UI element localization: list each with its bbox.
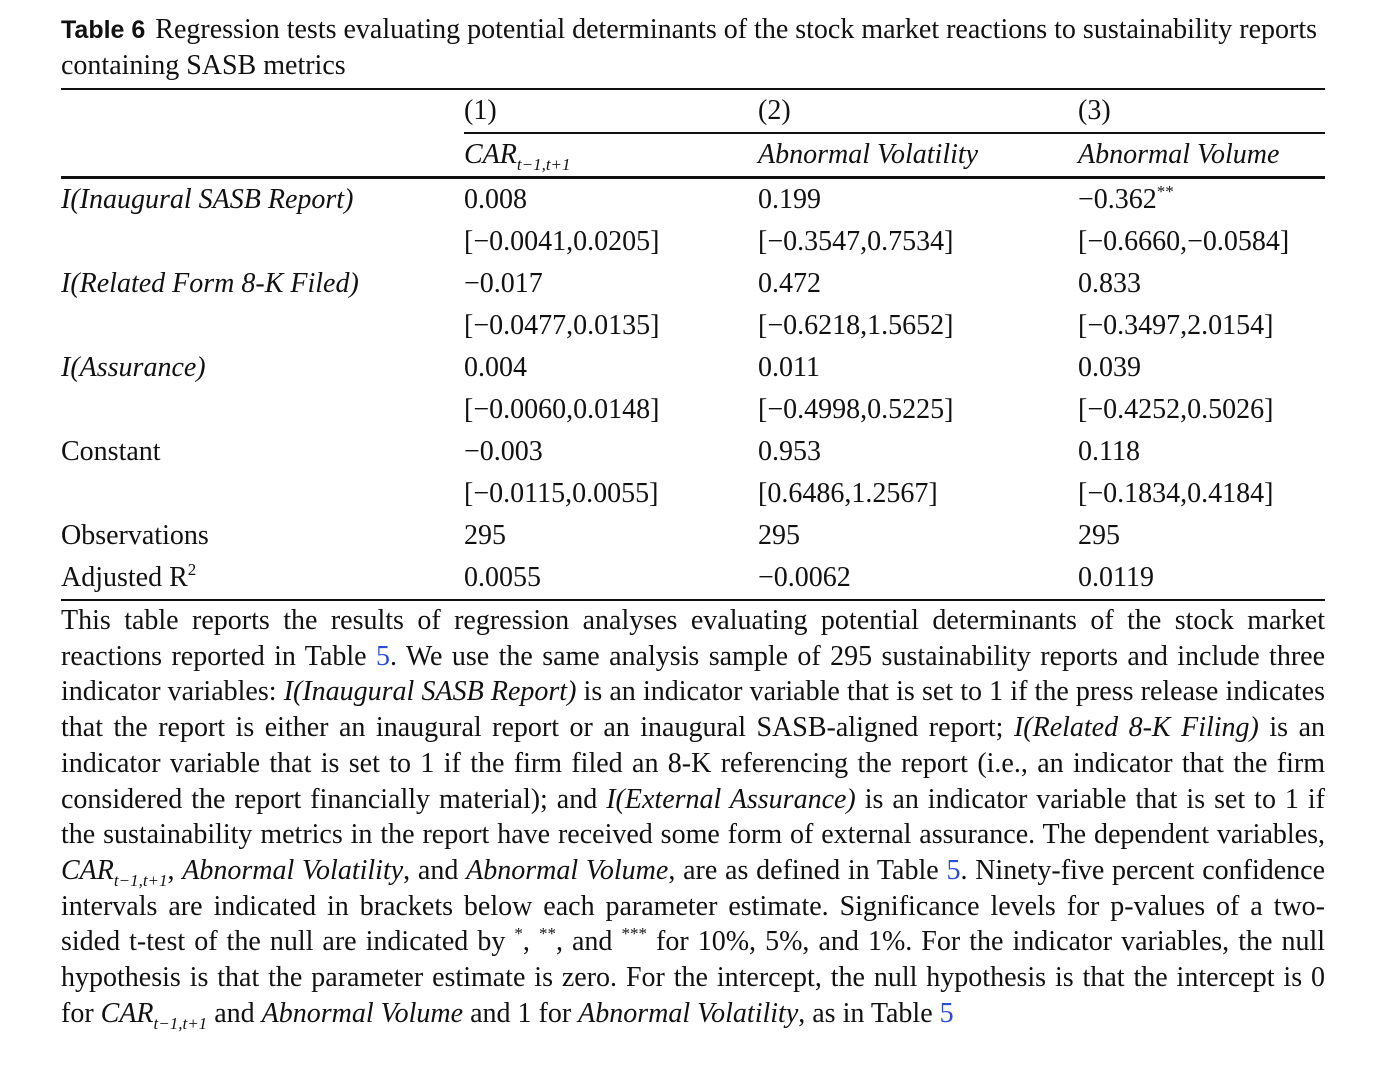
regression-table [61, 88, 1325, 601]
coefficient-cell: 0.011 [758, 352, 820, 383]
variable-label: Observations [61, 520, 209, 551]
coefficient-cell: 0.118 [1078, 436, 1140, 467]
coefficient-cell: −0.003 [464, 436, 543, 467]
coefficient-cell: 0.953 [758, 436, 821, 467]
ci-cell: [−0.0060,0.0148] [464, 394, 660, 425]
confidence-interval-row [61, 305, 1325, 347]
table-6-figure [61, 12, 1325, 1031]
coefficient-cell: −0.017 [464, 268, 543, 299]
adjusted-r2-row [61, 557, 1325, 600]
ci-cell: [−0.6218,1.5652] [758, 310, 954, 341]
header-row-dependent-variables [61, 133, 1325, 178]
coefficient-cell: 0.472 [758, 268, 821, 299]
coefficient-cell: 0.833 [1078, 268, 1141, 299]
variable-label: Adjusted $R^2$ [61, 557, 464, 600]
table-label: Table 6 [61, 16, 146, 44]
ci-cell: [0.6486,1.2567] [758, 478, 938, 509]
variable-label: I(Assurance) [61, 352, 206, 383]
value-cell: 295 [1078, 520, 1120, 551]
value-cell: 0.0119 [1078, 557, 1325, 600]
value-cell: −0.0062 [758, 557, 1078, 600]
ci-cell: [−0.0477,0.0135] [464, 310, 660, 341]
coefficient-row [61, 263, 1325, 305]
coefficient-cell: 0.008 [464, 184, 527, 215]
dependent-variable: Abnormal Volatility [758, 133, 1078, 178]
coefficient-cell: −0.362** [1078, 182, 1174, 215]
variable-label: Constant [61, 436, 161, 467]
coefficient-row [61, 431, 1325, 473]
significance-stars: ** [1156, 182, 1174, 201]
ci-cell: [−0.3547,0.7534] [758, 226, 954, 257]
table-note: This table reports the results of regression analyses evaluating potential determinants of the stock market reactions reported in Table 5. We use the same analysis sample of 295 sustainability reports and include three indicator variables: I(Inaugural SASB Report) is an indicator variable that is set to 1 if the press release indicates that the report is either an inaugural report or an inaugural SASB-aligned report; I(Related 8-K Filing) is an indicator variable that is set to 1 if the firm filed an 8-K referencing the report (i.e., an indicator that the firm considered the report financially material); and I(External Assurance) is an indicator variable that is set to 1 if the sustainability metrics in the report have received some form of external assurance. The dependent variables, $CAR_{t-1,t+1}$, Abnormal Volatility, and Abnormal Volume, are as defined in Table 5. Ninety-five percent confidence intervals are indicated in brackets below each parameter estimate. Significance levels for p-values of a two-sided t-test of the null are indicated by *, **, and *** for 10%, 5%, and 1%. For the indicator variables, the null hypothesis is that the parameter estimate is zero. For the intercept, the null hypothesis is that the intercept is 0 for $CAR_{t-1,t+1}$ and Abnormal Volume and 1 for Abnormal Volatility, as in Table 5 [61, 605, 1326, 1033]
header-row-numbers [61, 89, 1325, 133]
confidence-interval-row [61, 389, 1325, 431]
column-number: (3) [1078, 89, 1325, 133]
coefficient-row [61, 347, 1325, 389]
coefficient-cell: 0.004 [464, 352, 527, 383]
value-cell: 295 [758, 520, 800, 551]
column-number: (1) [464, 89, 758, 133]
variable-label: I(Related Form 8-K Filed) [61, 268, 359, 299]
coefficient-cell: 0.039 [1078, 352, 1141, 383]
ci-cell: [−0.0115,0.0055] [464, 478, 659, 509]
ci-cell: [−0.4252,0.5026] [1078, 394, 1274, 425]
confidence-interval-row [61, 221, 1325, 263]
value-cell: 0.0055 [464, 557, 758, 600]
dependent-variable: $CAR_{t-1,t+1}$ [464, 133, 758, 178]
ci-cell: [−0.6660,−0.0584] [1078, 226, 1290, 257]
ci-cell: [−0.0041,0.0205] [464, 226, 660, 257]
ci-cell: [−0.1834,0.4184] [1078, 478, 1274, 509]
coefficient-cell: 0.199 [758, 184, 821, 215]
coefficient-row [61, 178, 1325, 222]
column-number: (2) [758, 89, 1078, 133]
value-cell: 295 [464, 520, 506, 551]
table-reference-link[interactable]: 5 [939, 997, 954, 1029]
observations-row [61, 515, 1325, 557]
table-reference-link[interactable]: 5 [946, 854, 961, 886]
table-caption [61, 12, 1325, 84]
ci-cell: [−0.3497,2.0154] [1078, 310, 1274, 341]
table-title: Regression tests evaluating potential determinants of the stock market reactions to sustainability reports containing SASB metrics [61, 14, 1318, 81]
table-reference-link[interactable]: 5 [375, 640, 390, 672]
confidence-interval-row [61, 473, 1325, 515]
dependent-variable: Abnormal Volume [1078, 133, 1325, 178]
variable-label: I(Inaugural SASB Report) [61, 184, 354, 215]
ci-cell: [−0.4998,0.5225] [758, 394, 954, 425]
